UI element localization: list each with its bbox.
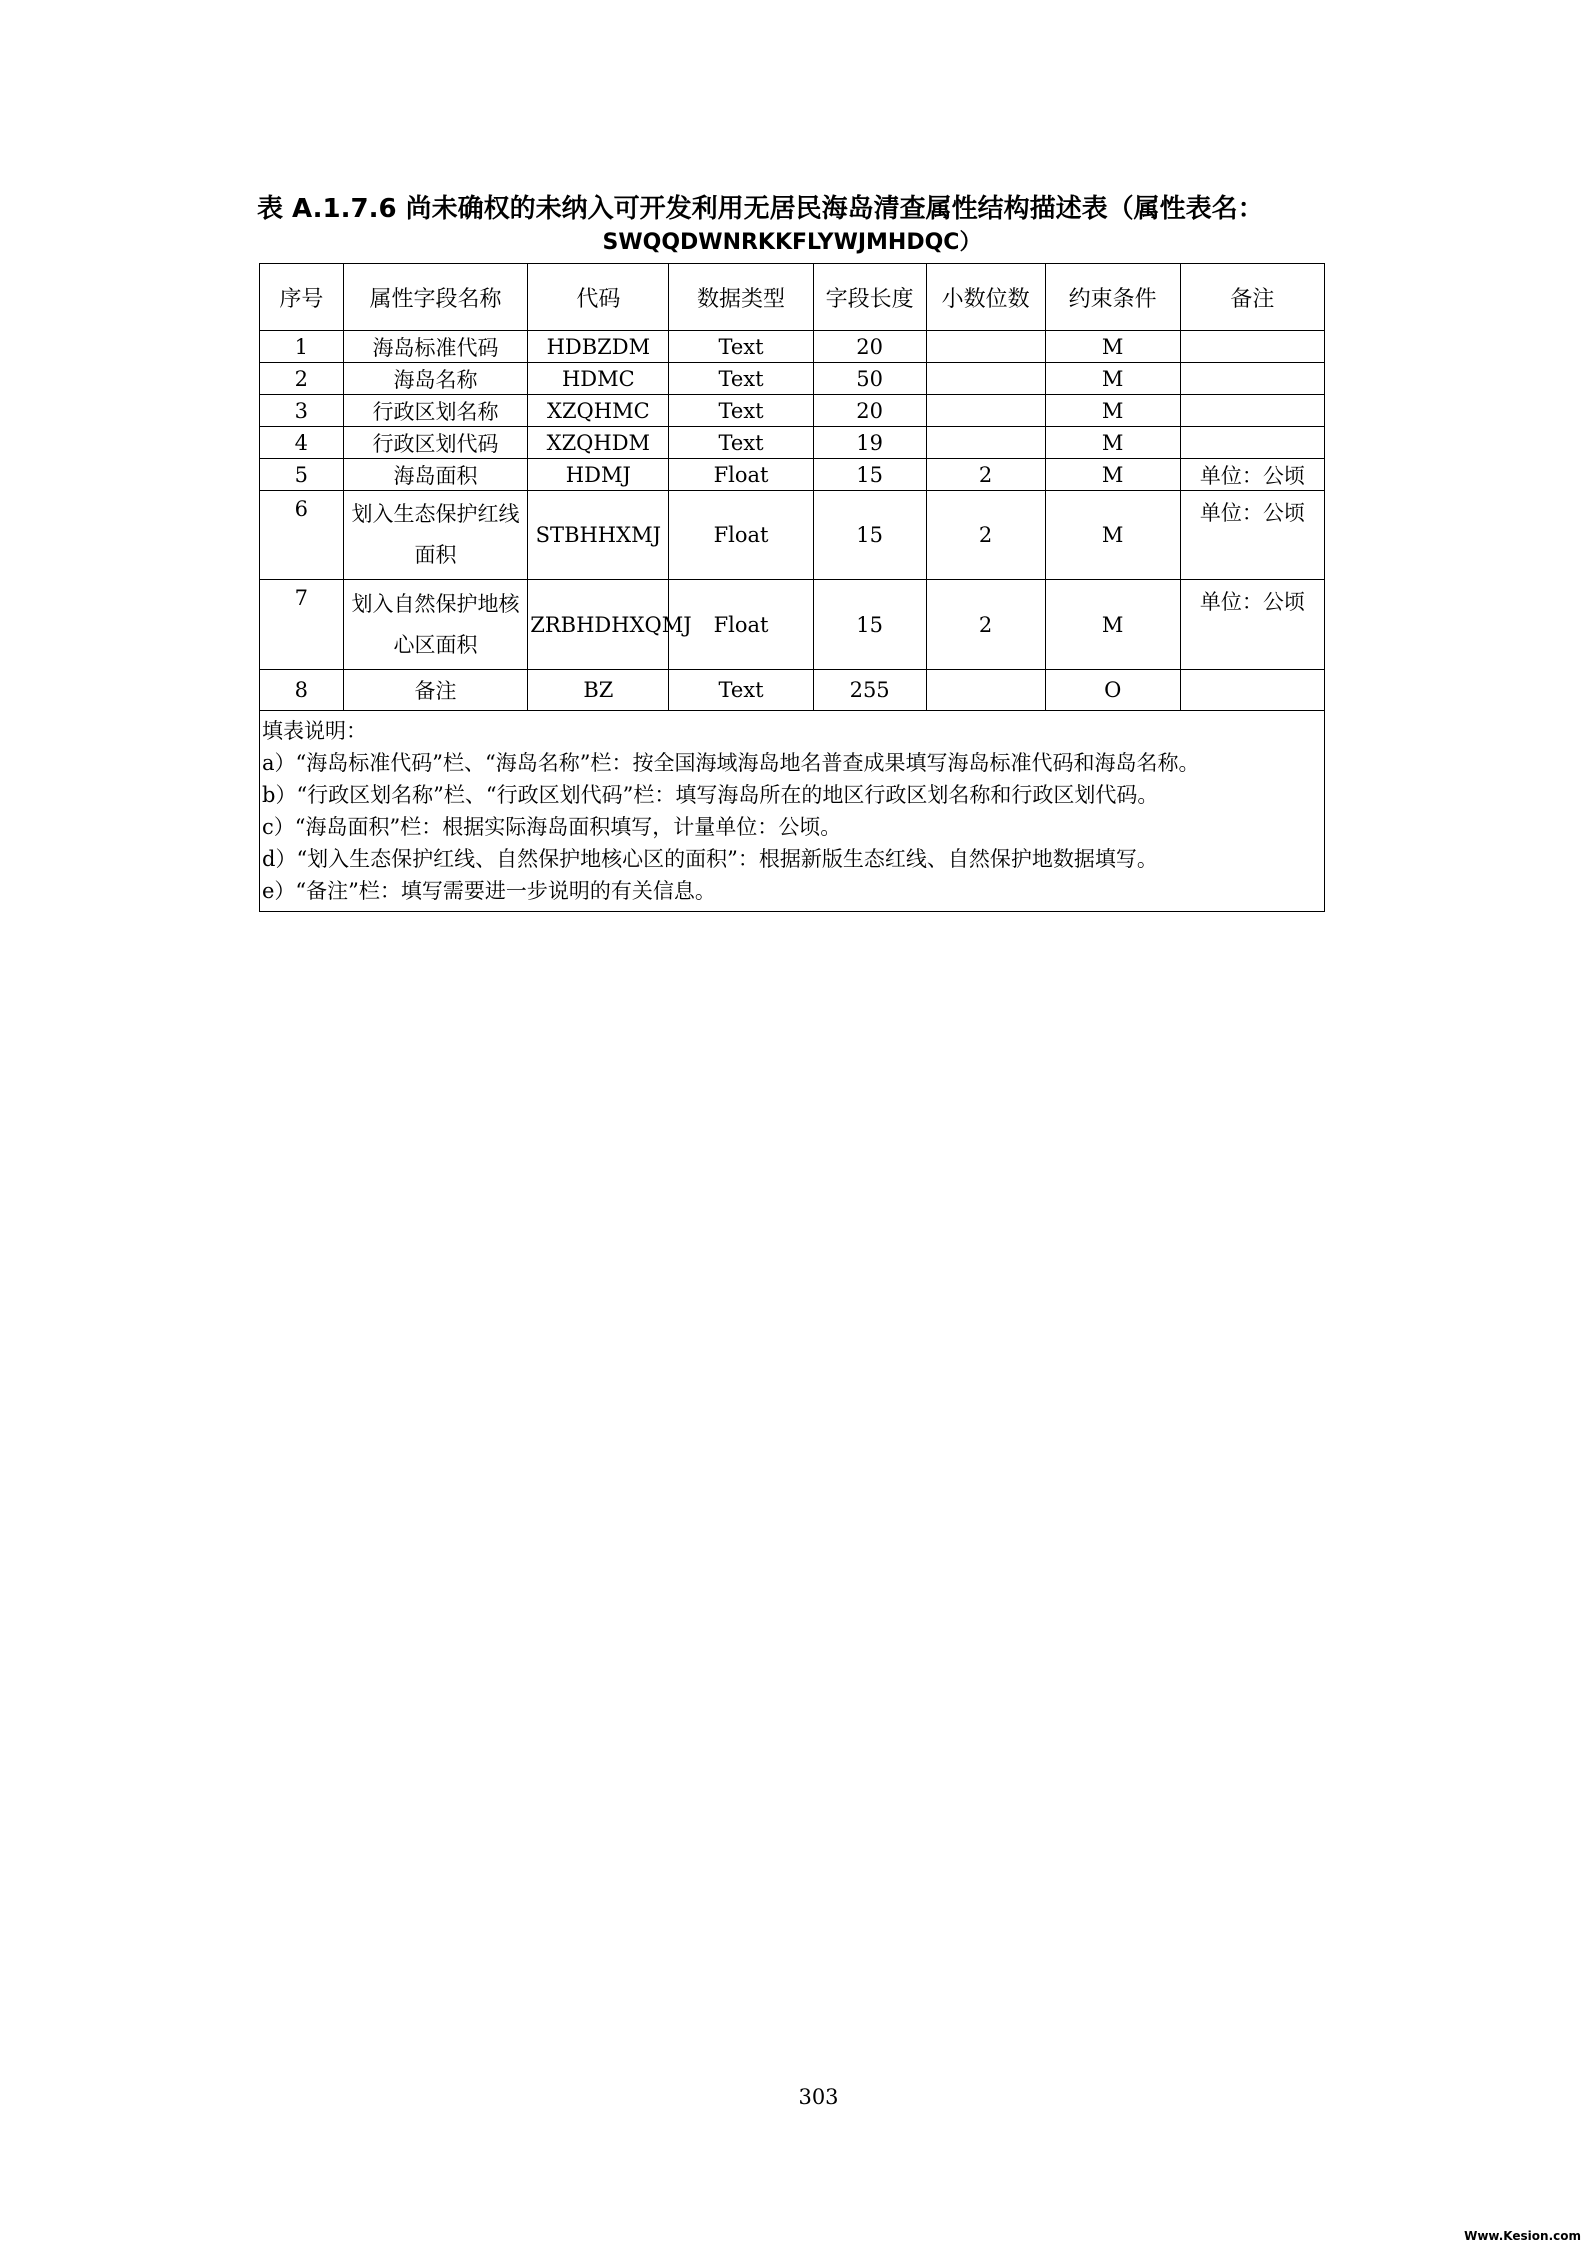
cell-no: 1: [260, 331, 344, 363]
cell-decimals: [926, 363, 1045, 395]
cell-code: HDMC: [528, 363, 669, 395]
cell-no: 2: [260, 363, 344, 395]
table-title-line2: SWQQDWNRKKFLYWJMHDQC）: [602, 230, 982, 255]
table-row: [260, 491, 1325, 580]
cell-no: 3: [260, 395, 344, 427]
table-row: [260, 363, 1325, 395]
notes-item: c）“海岛面积”栏：根据实际海岛面积填写，计量单位：公顷。: [262, 815, 842, 839]
cell-length: 15: [813, 491, 926, 580]
cell-remark: [1180, 363, 1324, 395]
cell-type: Text: [669, 363, 813, 395]
table-row: [260, 459, 1325, 491]
cell-length: 20: [813, 395, 926, 427]
cell-constraint: M: [1045, 331, 1180, 363]
header-cell: 数据类型: [669, 264, 813, 331]
cell-code: XZQHMC: [528, 395, 669, 427]
cell-name: 海岛名称: [343, 363, 528, 395]
cell-decimals: [926, 670, 1045, 711]
cell-length: 15: [813, 580, 926, 670]
cell-name: 海岛标准代码: [343, 331, 528, 363]
notes-item: b）“行政区划名称”栏、“行政区划代码”栏：填写海岛所在的地区行政区划名称和行政区划代码。: [262, 783, 1159, 807]
table-title: [257, 190, 1327, 258]
cell-code: HDBZDM: [528, 331, 669, 363]
table-row: [260, 331, 1325, 363]
cell-decimals: [926, 395, 1045, 427]
header-cell: 字段长度: [813, 264, 926, 331]
cell-constraint: M: [1045, 427, 1180, 459]
cell-decimals: 2: [926, 491, 1045, 580]
cell-constraint: M: [1045, 395, 1180, 427]
cell-type: Text: [669, 670, 813, 711]
page-number: 303: [798, 2085, 839, 2109]
cell-decimals: 2: [926, 459, 1045, 491]
cell-length: 19: [813, 427, 926, 459]
cell-constraint: M: [1045, 459, 1180, 491]
cell-no: 7: [260, 580, 344, 670]
header-cell: 小数位数: [926, 264, 1045, 331]
cell-constraint: O: [1045, 670, 1180, 711]
cell-length: 50: [813, 363, 926, 395]
cell-constraint: M: [1045, 363, 1180, 395]
notes-item: e）“备注”栏：填写需要进一步说明的有关信息。: [262, 879, 716, 903]
notes-item: d）“划入生态保护红线、自然保护地核心区的面积”：根据新版生态红线、自然保护地数据填写。: [262, 847, 1158, 871]
cell-length: 15: [813, 459, 926, 491]
table-row: [260, 670, 1325, 711]
cell-remark: [1180, 427, 1324, 459]
cell-code: XZQHDM: [528, 427, 669, 459]
cell-remark: 单位：公顷: [1180, 459, 1324, 491]
cell-remark: 单位：公顷: [1180, 580, 1324, 670]
cell-length: 20: [813, 331, 926, 363]
cell-type: Float: [669, 459, 813, 491]
cell-no: 5: [260, 459, 344, 491]
cell-remark: [1180, 670, 1324, 711]
cell-name: 行政区划代码: [343, 427, 528, 459]
table-title-line1: 表 A.1.7.6 尚未确权的未纳入可开发利用无居民海岛清查属性结构描述表（属性表名：: [257, 194, 1264, 224]
table-row: [260, 395, 1325, 427]
header-cell: 代码: [528, 264, 669, 331]
cell-name: 划入生态保护红线面积: [343, 491, 528, 580]
table-row: [260, 427, 1325, 459]
cell-decimals: [926, 427, 1045, 459]
cell-name: 行政区划名称: [343, 395, 528, 427]
cell-remark: [1180, 331, 1324, 363]
cell-length: 255: [813, 670, 926, 711]
cell-name: 划入自然保护地核心区面积: [343, 580, 528, 670]
cell-no: 8: [260, 670, 344, 711]
cell-no: 6: [260, 491, 344, 580]
notes-row: [260, 711, 1325, 912]
cell-code: STBHHXMJ: [528, 491, 669, 580]
cell-no: 4: [260, 427, 344, 459]
attribute-structure-table: [259, 263, 1325, 912]
cell-code: ZRBHDHXQMJ: [528, 580, 669, 670]
cell-code: HDMJ: [528, 459, 669, 491]
notes-heading: 填表说明：: [262, 719, 367, 743]
cell-remark: 单位：公顷: [1180, 491, 1324, 580]
table-header-row: [260, 264, 1325, 331]
cell-type: Float: [669, 491, 813, 580]
cell-type: Text: [669, 331, 813, 363]
cell-type: Float: [669, 580, 813, 670]
header-cell: 属性字段名称: [343, 264, 528, 331]
cell-type: Text: [669, 427, 813, 459]
cell-decimals: 2: [926, 580, 1045, 670]
notes-cell: [260, 711, 1325, 912]
notes-item: a）“海岛标准代码”栏、“海岛名称”栏：按全国海域海岛地名普查成果填写海岛标准代码和海岛名称。: [262, 751, 1200, 775]
cell-constraint: M: [1045, 491, 1180, 580]
header-cell: 序号: [260, 264, 344, 331]
table-row: [260, 580, 1325, 670]
cell-remark: [1180, 395, 1324, 427]
header-cell: 约束条件: [1045, 264, 1180, 331]
cell-name: 备注: [343, 670, 528, 711]
cell-decimals: [926, 331, 1045, 363]
header-cell: 备注: [1180, 264, 1324, 331]
cell-code: BZ: [528, 670, 669, 711]
cell-constraint: M: [1045, 580, 1180, 670]
cell-name: 海岛面积: [343, 459, 528, 491]
cell-type: Text: [669, 395, 813, 427]
watermark: Www.Kesion.com: [1464, 2229, 1581, 2243]
